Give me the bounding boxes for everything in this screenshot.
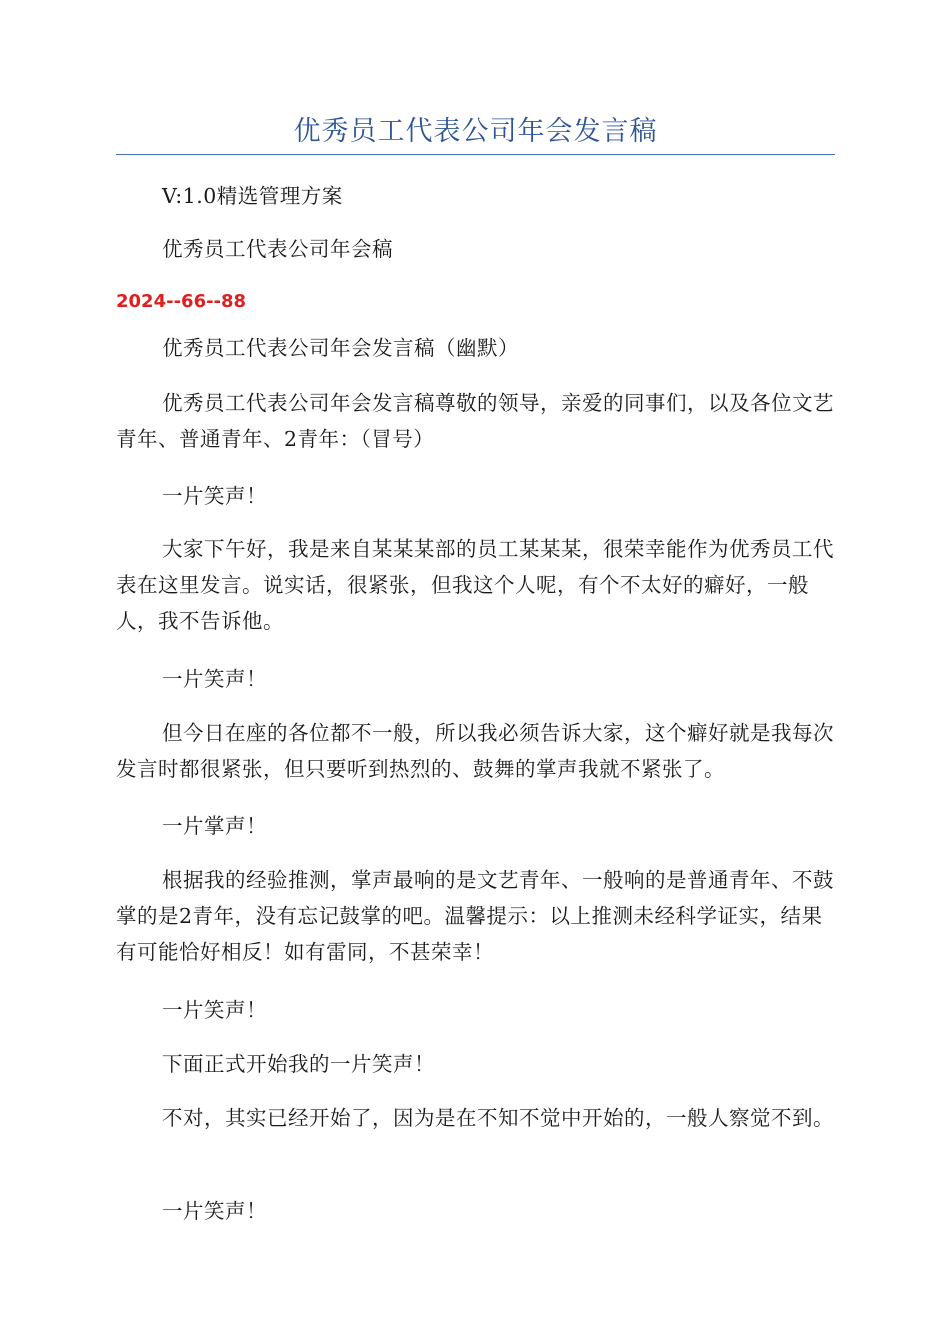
paragraph: 一片笑声！	[162, 667, 267, 691]
version-line: V:1.0精选管理方案	[162, 184, 343, 208]
paragraph: 根据我的经验推测，掌声最响的是文艺青年、一般响的是普通青年、不鼓掌的是2青年，没有忘记鼓掌的吧。温馨提示：以上推测未经科学证实，结果有可能恰好相反！如有雷同，不甚荣幸！	[116, 868, 834, 964]
paragraph: 一片笑声！	[162, 998, 267, 1022]
paragraph: 一片笑声！	[162, 1199, 267, 1223]
document-date: 2024--66--88	[116, 291, 247, 312]
title-underline	[116, 154, 835, 155]
document-title: 优秀员工代表公司年会发言稿	[293, 116, 658, 147]
document-subtitle: 优秀员工代表公司年会稿	[162, 237, 393, 261]
paragraph: 大家下午好，我是来自某某某部的员工某某某，很荣幸能作为优秀员工代表在这里发言。说实话，很紧张，但我这个人呢，有个不太好的癖好，一般人，我不告诉他。	[116, 537, 834, 633]
paragraph: 不对，其实已经开始了，因为是在不知不觉中开始的，一般人察觉不到。	[162, 1106, 834, 1130]
paragraph: 下面正式开始我的一片笑声！	[162, 1052, 435, 1076]
paragraph: 但今日在座的各位都不一般，所以我必须告诉大家，这个癖好就是我每次发言时都很紧张，但只要听到热烈的、鼓舞的掌声我就不紧张了。	[116, 721, 834, 781]
paragraph: 优秀员工代表公司年会发言稿尊敬的领导，亲爱的同事们，以及各位文艺青年、普通青年、2青年：（冒号）	[116, 391, 834, 451]
paragraph: 一片笑声！	[162, 484, 267, 508]
paragraph: 优秀员工代表公司年会发言稿（幽默）	[162, 336, 519, 360]
paragraph: 一片掌声！	[162, 814, 267, 838]
